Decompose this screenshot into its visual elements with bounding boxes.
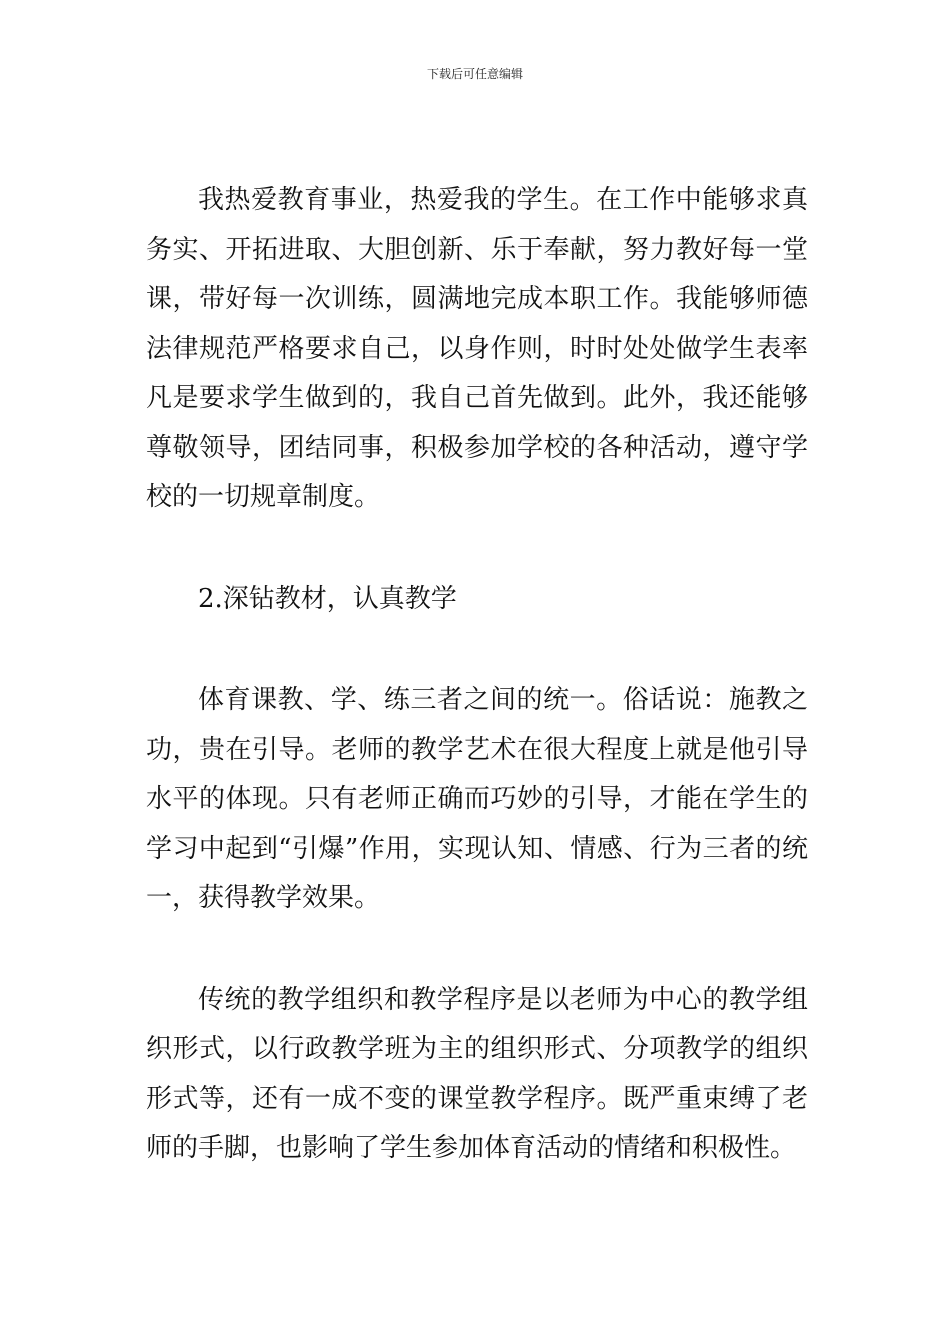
section-heading-2: 2.深钻教材，认真教学 [198,583,457,614]
page-header-note: 下载后可任意编辑 [426,67,523,81]
paragraph-2: 体育课教、学、练三者之间的统一。俗话说：施教之功，贵在引导。老师的教学艺术在很大程度上就是他引导水平的体现。只有老师正确而巧妙的引导，才能在学生的学习中起到“引爆”作用，实现认知、情感、行为三者的统一，获得教学效果。 [146,685,808,913]
paragraph-spacer [146,624,808,676]
paragraph-3: 传统的教学组织和教学程序是以老师为中心的教学组织形式，以行政教学班为主的组织形式、分项教学的组织形式等，还有一成不变的课堂教学程序。既严重束缚了老师的手脚，也影响了学生参加体育活动的情绪和积极性。 [146,984,808,1163]
paragraph-spacer [146,924,808,976]
paragraph-1: 我热爱教育事业，热爱我的学生。在工作中能够求真务实、开拓进取、大胆创新、乐于奉献，努力教好每一堂课，带好每一次训练，圆满地完成本职工作。我能够师德法律规范严格要求自己，以身作则，时时处处做学生表率凡是要求学生做到的，我自己首先做到。此外，我还能够尊敬领导，团结同事，积极参加学校的各种活动，遵守学校的一切规章制度。 [146,185,808,512]
paragraph-spacer [146,523,808,575]
document-body [146,176,808,1174]
